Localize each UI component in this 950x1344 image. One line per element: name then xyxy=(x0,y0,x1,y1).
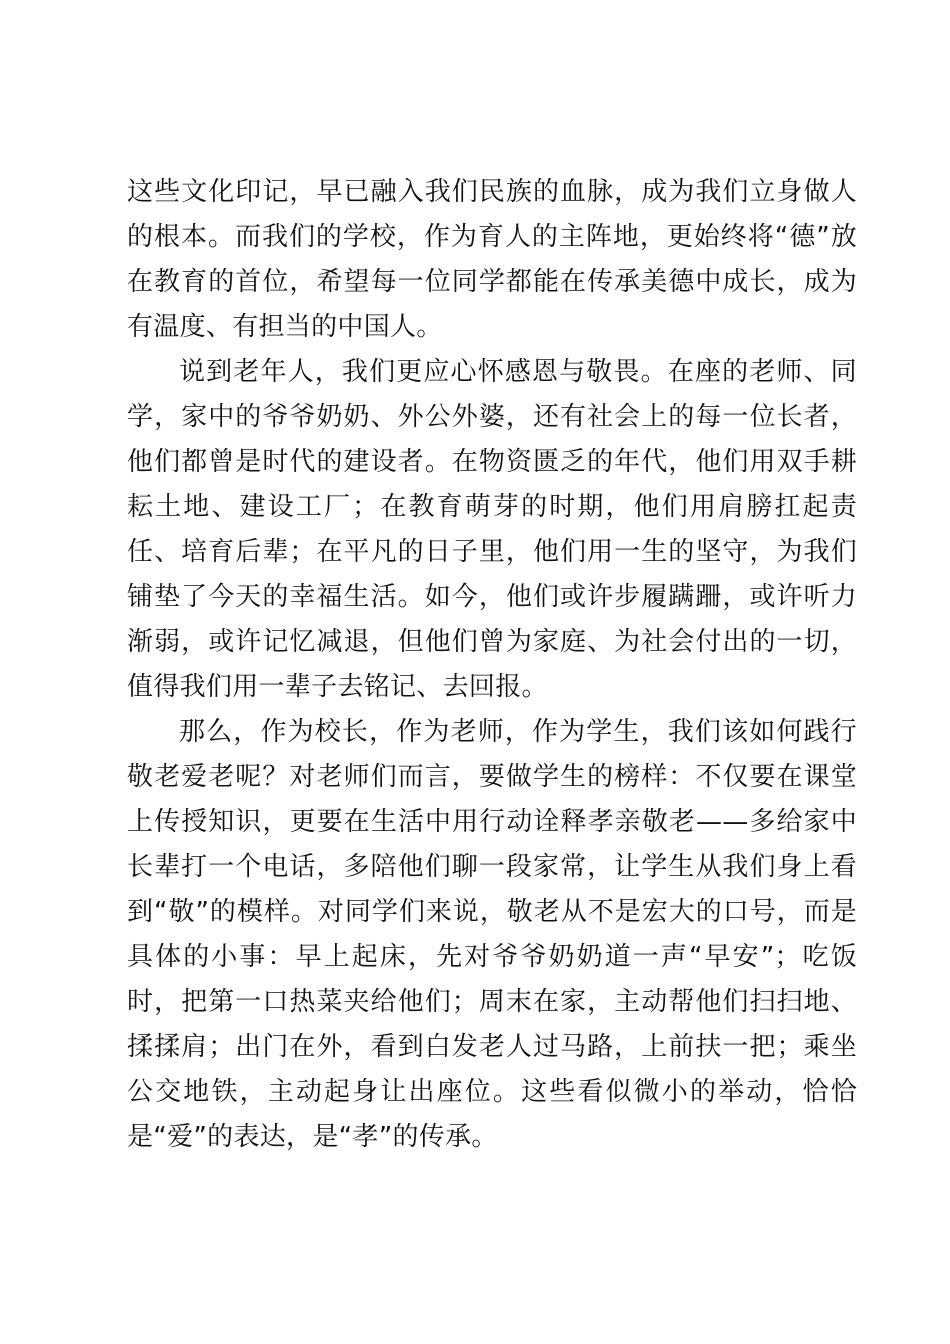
paragraph-2: 说到老年人，我们更应心怀感恩与敬畏。在座的老师、同学，家中的爷爷奶奶、外公外婆，还有社会上的每一位长者，他们都曾是时代的建设者。在物资匮乏的年代，他们用双手耕耘土地、建设工厂；在教育萌芽的时期，他们用肩膀扛起责任、培育后辈；在平凡的日子里，他们用一生的坚守，为我们铺垫了今天的幸福生活。如今，他们或许步履蹒跚，或许听力渐弱，或许记忆减退，但他们曾为家庭、为社会付出的一切，值得我们用一辈子去铭记、去回报。 xyxy=(127,357,857,702)
document-body xyxy=(127,170,857,1160)
paragraph-3: 那么，作为校长，作为老师，作为学生，我们该如何践行敬老爱老呢？对老师们而言，要做学生的榜样：不仅要在课堂上传授知识，更要在生活中用行动诠释孝亲敬老——多给家中长辈打一个电话，多陪他们聊一段家常，让学生从我们身上看到“敬”的模样。对同学们来说，敬老从不是宏大的口号，而是具体的小事：早上起床，先对爷爷奶奶道一声“早安”；吃饭时，把第一口热菜夹给他们；周末在家，主动帮他们扫扫地、揉揉肩；出门在外，看到白发老人过马路，上前扶一把；乘坐公交地铁，主动起身让出座位。这些看似微小的举动，恰恰是“爱”的表达，是“孝”的传承。 xyxy=(127,717,857,1152)
paragraph-1: 这些文化印记，早已融入我们民族的血脉，成为我们立身做人的根本。而我们的学校，作为育人的主阵地，更始终将“德”放在教育的首位，希望每一位同学都能在传承美德中成长，成为有温度、有担当的中国人。 xyxy=(127,177,857,342)
